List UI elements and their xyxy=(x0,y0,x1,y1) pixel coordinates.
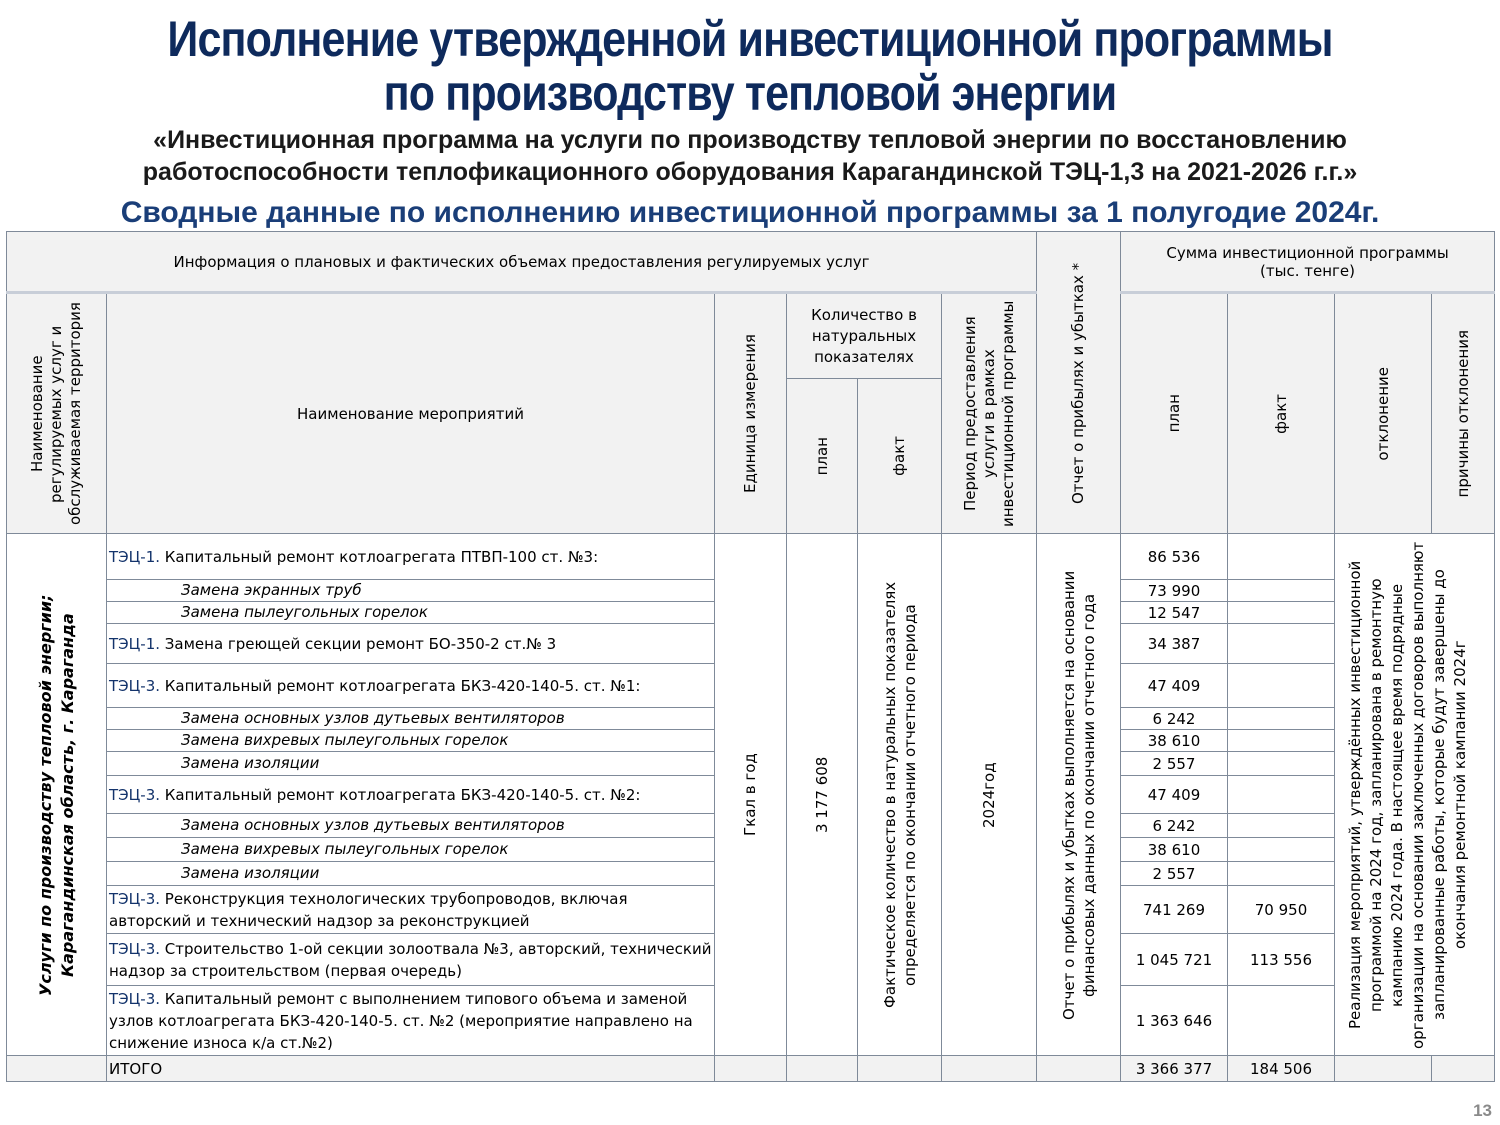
sum-fact-value xyxy=(1228,664,1335,708)
sum-fact-value xyxy=(1228,986,1335,1056)
body-unit: Гкал в год xyxy=(715,534,787,1056)
sum-plan-value: 741 269 xyxy=(1121,886,1228,934)
sum-fact-value xyxy=(1228,602,1335,624)
program-name-line-1: «Инвестиционная программа на услуги по производству тепловой энергии по восстановлению xyxy=(153,126,1347,154)
header-sum xyxy=(1121,232,1495,293)
header-profit-report: Отчет о прибылях и убытках * xyxy=(1037,232,1121,534)
header-quantity: Количество в натуральных показателях xyxy=(787,293,942,379)
sum-plan-value: 6 242 xyxy=(1121,708,1228,730)
page-title-line-2: по производству тепловой энергии xyxy=(383,65,1117,121)
measure-name: Замена основных узлов дутьевых вентиляторов xyxy=(107,814,715,838)
header-reasons: причины отклонения xyxy=(1432,293,1495,534)
header-unit: Единица измерения xyxy=(715,293,787,534)
page-title-line-1: Исполнение утвержденной инвестиционной программы xyxy=(167,11,1333,67)
investment-table xyxy=(6,231,1495,1082)
measure-name: Замена вихревых пылеугольных горелок xyxy=(107,730,715,752)
table-row xyxy=(7,534,1495,580)
header-info: Информация о плановых и фактических объемах предоставления регулируемых услуг xyxy=(7,232,1037,293)
sum-fact-value xyxy=(1228,838,1335,862)
sum-fact-value xyxy=(1228,534,1335,580)
header-service-name: Наименование регулируемых услуг и обслуживаемая территория xyxy=(7,293,107,534)
sum-plan-value: 47 409 xyxy=(1121,776,1228,814)
measure-name: Замена основных узлов дутьевых вентиляторов xyxy=(107,708,715,730)
header-qty-plan: план xyxy=(787,379,858,534)
measure-name: Замена изоляции xyxy=(107,862,715,886)
body-qty-fact: Фактическое количество в натуральных показателях определяется по окончании отчетного периода xyxy=(858,534,942,1056)
sum-plan-value: 38 610 xyxy=(1121,730,1228,752)
measure-name: ТЭЦ-3. Капитальный ремонт котлоагрегата БКЗ-420-140-5. ст. №2: xyxy=(107,776,715,814)
measure-name: ТЭЦ-3. Строительство 1-ой секции золоотвала №3, авторский, технический надзор за строительством (первая очередь) xyxy=(107,934,715,986)
body-period: 2024год xyxy=(942,534,1037,1056)
body-qty-plan: 3 177 608 xyxy=(787,534,858,1056)
header-sum-line-1: Сумма инвестиционной программы xyxy=(1166,243,1449,262)
sum-plan-value: 47 409 xyxy=(1121,664,1228,708)
measure-name: Замена изоляции xyxy=(107,752,715,776)
measure-name: ТЭЦ-3. Капитальный ремонт котлоагрегата БКЗ-420-140-5. ст. №1: xyxy=(107,664,715,708)
measure-name: ТЭЦ-1. Замена греющей секции ремонт БО-350-2 ст.№ 3 xyxy=(107,624,715,664)
measure-name: ТЭЦ-1. Капитальный ремонт котлоагрегата ПТВП-100 ст. №3: xyxy=(107,534,715,580)
body-profit-report: Отчет о прибылях и убытках выполняется на основании финансовых данных по окончании отчетного года xyxy=(1037,534,1121,1056)
sum-plan-value: 73 990 xyxy=(1121,580,1228,602)
body-service-name: Услуги по производству тепловой энергии; Карагандинская область, г. Караганда xyxy=(7,534,107,1056)
sum-fact-value xyxy=(1228,730,1335,752)
sum-fact-value xyxy=(1228,862,1335,886)
header-measures: Наименование мероприятий xyxy=(107,293,715,534)
sum-fact-value: 70 950 xyxy=(1228,886,1335,934)
header-period: Период предоставления услуги в рамках инвестиционной программы xyxy=(942,293,1037,534)
header-sum-fact: факт xyxy=(1228,293,1335,534)
sum-plan-value: 34 387 xyxy=(1121,624,1228,664)
sum-plan-value: 1 045 721 xyxy=(1121,934,1228,986)
summary-title: Сводные данные по исполнению инвестиционной программы за 1 полугодие 2024г. xyxy=(120,196,1380,229)
sum-fact-value xyxy=(1228,580,1335,602)
sum-plan-value: 12 547 xyxy=(1121,602,1228,624)
sum-plan-value: 38 610 xyxy=(1121,838,1228,862)
header-sum-plan: план xyxy=(1121,293,1228,534)
total-plan: 3 366 377 xyxy=(1121,1056,1228,1082)
sum-plan-value: 86 536 xyxy=(1121,534,1228,580)
sum-plan-value: 1 363 646 xyxy=(1121,986,1228,1056)
measure-name: Замена вихревых пылеугольных горелок xyxy=(107,838,715,862)
header-deviation: отклонение xyxy=(1335,293,1432,534)
measure-name: ТЭЦ-3. Реконструкция технологических трубопроводов, включая авторский и технический надзор за реконструкцией xyxy=(107,886,715,934)
header-sum-line-2: (тыс. тенге) xyxy=(1260,261,1355,280)
body-reasons: Реализация мероприятий, утверждённых инвестиционной программой на 2024 год, запланирована в ремонтную кампанию 2024 года. В настоящее время подрядные организации на основании заключенных договоров выполняют запланированные работы, которые будут завершены до окончания ремонтной кампании 2024г xyxy=(1335,534,1495,1056)
total-label: ИТОГО xyxy=(107,1056,715,1082)
sum-fact-value xyxy=(1228,776,1335,814)
total-fact: 184 506 xyxy=(1228,1056,1335,1082)
sum-plan-value: 2 557 xyxy=(1121,862,1228,886)
header-qty-fact: факт xyxy=(858,379,942,534)
sum-fact-value: 113 556 xyxy=(1228,934,1335,986)
measure-name: Замена пылеугольных горелок xyxy=(107,602,715,624)
sum-plan-value: 2 557 xyxy=(1121,752,1228,776)
sum-plan-value: 6 242 xyxy=(1121,814,1228,838)
measure-name: Замена экранных труб xyxy=(107,580,715,602)
sum-fact-value xyxy=(1228,814,1335,838)
program-name-line-2: работоспособности теплофикационного оборудования Карагандинской ТЭЦ-1,3 на 2021-2026 г.г.» xyxy=(142,158,1358,186)
sum-fact-value xyxy=(1228,708,1335,730)
page-number: 13 xyxy=(1473,1101,1492,1120)
sum-fact-value xyxy=(1228,624,1335,664)
sum-fact-value xyxy=(1228,752,1335,776)
measure-name: ТЭЦ-3. Капитальный ремонт с выполнением типового объема и заменой узлов котлоагрегата БКЗ-420-140-5. ст. №2 (мероприятие направлено на снижение износа к/а ст.№2) xyxy=(107,986,715,1056)
